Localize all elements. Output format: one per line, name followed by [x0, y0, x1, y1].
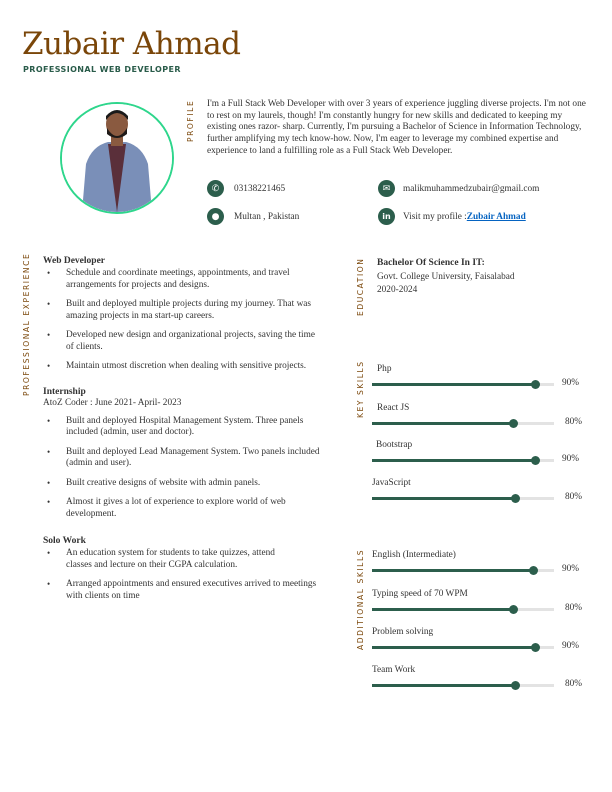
skill-bar-fill	[372, 646, 536, 649]
skill-bar-fill	[372, 422, 514, 425]
degree: Bachelor Of Science In IT:	[377, 258, 485, 268]
skill-percent: 90%	[562, 378, 580, 388]
list-item: • Developed new design and organizational projects, saving the time of clients.	[43, 330, 321, 353]
skill-percent: 80%	[565, 603, 583, 613]
list-item: • Built and deployed multiple projects during my journey. That was amazing projects in ma start-up careers.	[43, 299, 321, 322]
skill-bar	[372, 646, 554, 649]
skill-bar	[372, 684, 554, 687]
internship-company-dates: AtoZ Coder : June 2021- April- 2023	[43, 397, 182, 408]
email-icon: ✉	[378, 180, 395, 197]
profile-photo	[60, 102, 174, 214]
phone-icon: ✆	[207, 180, 224, 197]
skill-bar	[372, 497, 554, 500]
education-years: 2020-2024	[377, 285, 418, 295]
profile-link[interactable]: Zubair Ahmad	[466, 212, 526, 222]
education-section	[377, 257, 515, 298]
skill-level-handle	[531, 456, 540, 465]
profile-link-prefix: Visit my profile :	[403, 212, 467, 222]
profile-summary: I'm a Full Stack Web Developer with over 3 years of experience juggling diverse projects. I'm not one to rest on my laurels, though! I'm constantly hungry for new skills and dedicated to keeping my existing ones razor- sharp. Currently, I'm pursuing a Bachelor of Science in Information Technology, further amplifying my tech know-how. Now, I'm eager to leverage my combined expertise and experience to land a fulfilling role as a Full Stack Web Developer.	[207, 99, 586, 156]
skill-percent: 90%	[562, 564, 580, 574]
school: Govt. College University, Faisalabad	[377, 271, 515, 282]
job-title: PROFESSIONAL WEB DEVELOPER	[23, 65, 181, 74]
section-label-key-skills: KEY SKILLS	[356, 360, 365, 418]
section-label-additional-skills: ADDITIONAL SKILLS	[356, 548, 365, 650]
skill-level-handle	[531, 643, 540, 652]
email-address[interactable]: malikmuhammedzubair@gmail.com	[403, 184, 540, 194]
skill-bar	[372, 608, 554, 611]
skill-bar-fill	[372, 569, 534, 572]
phone-number: 03138221465	[234, 184, 286, 194]
skill-level-handle	[531, 380, 540, 389]
skill-bar-fill	[372, 608, 514, 611]
skill-name: Problem solving	[372, 627, 434, 637]
skill-bar-fill	[372, 459, 536, 462]
skill-level-handle	[511, 494, 520, 503]
skill-level-handle	[529, 566, 538, 575]
skill-percent: 90%	[562, 641, 580, 651]
list-item: • Built and deployed Lead Management System. Two panels included (admin and user).	[43, 447, 321, 470]
list-item: • Arranged appointments and ensured executives arrived to meetings with clients on time	[43, 579, 321, 602]
list-item: • Almost it gives a lot of experience to explore world of web development.	[43, 497, 321, 520]
list-item: • An education system for students to take quizzes, attend classes and lecture on their CGPA calculation.	[43, 548, 286, 571]
skill-percent: 80%	[565, 492, 583, 502]
experience-section	[43, 256, 321, 610]
skill-name: Php	[377, 364, 392, 374]
skill-bar	[372, 459, 554, 462]
job-title-solo-work: Solo Work	[43, 536, 86, 546]
skill-bar-fill	[372, 383, 536, 386]
skill-percent: 80%	[565, 417, 583, 427]
list-item: • Maintain utmost discretion when dealing with sensitive projects.	[43, 361, 321, 373]
skill-name: Typing speed of 70 WPM	[372, 589, 468, 599]
skill-name: English (Intermediate)	[372, 550, 456, 560]
list-item: • Schedule and coordinate meetings, appointments, and travel arrangements for projects and designs.	[43, 268, 321, 291]
skill-bar	[372, 383, 554, 386]
list-item: • Built creative designs of website with admin panels.	[43, 478, 321, 490]
skill-bar-fill	[372, 684, 516, 687]
section-label-profile: PROFILE	[186, 99, 195, 142]
skill-bar-fill	[372, 497, 516, 500]
skill-name: Bootstrap	[376, 440, 413, 450]
location-pin-icon: ●	[207, 208, 224, 225]
skill-name: Team Work	[372, 665, 416, 675]
section-label-experience: PROFESSIONAL EXPERIENCE	[22, 252, 31, 396]
skill-name: React JS	[377, 403, 410, 413]
linkedin-icon: in	[378, 208, 395, 225]
profile-link-row	[403, 212, 526, 222]
job-title-web-developer: Web Developer	[43, 256, 106, 266]
skill-percent: 90%	[562, 454, 580, 464]
skill-level-handle	[511, 681, 520, 690]
job-title-internship: Internship	[43, 386, 86, 397]
skill-level-handle	[509, 419, 518, 428]
section-label-education: EDUCATION	[356, 257, 365, 316]
skill-bar	[372, 422, 554, 425]
candidate-name: Zubair Ahmad	[22, 26, 241, 62]
skill-bar	[372, 569, 554, 572]
skill-percent: 80%	[565, 679, 583, 689]
skill-name: JavaScript	[372, 478, 411, 488]
skill-level-handle	[509, 605, 518, 614]
location: Multan , Pakistan	[234, 212, 300, 222]
list-item: • Built and deployed Hospital Management System. Three panels included (admin, user and doctor).	[43, 416, 321, 439]
